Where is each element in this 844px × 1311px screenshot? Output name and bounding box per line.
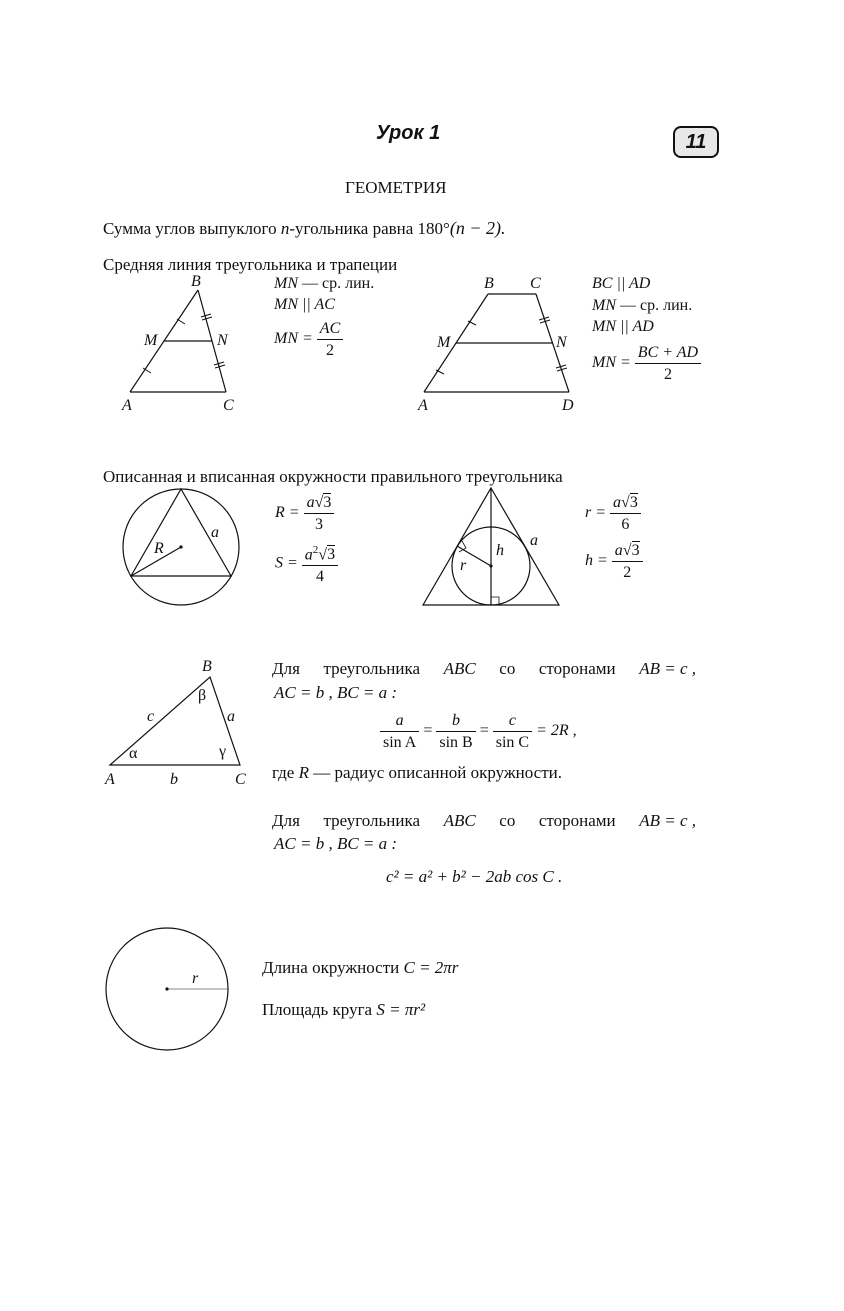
fraction-denominator: sin B (439, 734, 473, 751)
sine-law-footer (272, 763, 562, 783)
sine-law-triangle-diagram (100, 652, 255, 792)
footer-pre: где (272, 763, 295, 782)
polygon-sum-text: Сумма углов выпуклого (103, 219, 277, 238)
label-b: B (202, 658, 212, 675)
fraction-numerator: c (493, 710, 532, 732)
trapezoid-midline-formula (592, 342, 701, 385)
fraction-denominator: sin A (383, 734, 417, 751)
tick-mark (201, 314, 211, 317)
formula-lhs: h = (585, 552, 608, 570)
triangle-mn-text: — ср. лин. (302, 275, 375, 292)
trapezoid-midline-line1 (592, 297, 692, 315)
label-b: B (191, 273, 201, 290)
formula-numerator: $a^2√3$ (302, 540, 338, 566)
circumference-formula: C = 2πr (403, 958, 459, 977)
formula-denominator: 2 (663, 366, 672, 383)
circumference-line (262, 958, 458, 978)
circle-diagram (100, 926, 235, 1056)
height-formula (585, 540, 643, 583)
center-point (179, 545, 182, 548)
polygon-sum-line (103, 218, 505, 239)
inscribed-circle-diagram (418, 485, 568, 610)
formula-numerator: a√3 (610, 492, 641, 514)
formula-lhs: MN = (592, 354, 631, 372)
cosine-law-formula: c² = a² + b² − 2ab cos C . (386, 867, 563, 886)
formula-denominator: 2 (623, 564, 632, 581)
center-point (165, 987, 168, 990)
intro-word: сторонами (538, 659, 616, 678)
label-m: M (144, 332, 158, 349)
label-r: R (154, 540, 164, 557)
triangle-area-formula (275, 540, 338, 587)
label-b-side: b (170, 771, 178, 788)
formula-denominator: 4 (315, 568, 324, 586)
label-a: a (211, 524, 219, 541)
inradius-formula (585, 492, 641, 535)
polygon-sum-formula: (n − 2). (449, 218, 506, 238)
formula-numerator: a√3 (304, 492, 335, 514)
footer-text: — радиус описанной окружности. (313, 763, 562, 782)
tick-mark (202, 317, 212, 320)
formula-lhs: MN = (274, 330, 313, 348)
tick-mark (215, 365, 225, 368)
trapezoid-midline-line2: MN || AD (592, 318, 654, 335)
sine-law-formula: $\frac{a}{\text{sin A}}$ = $\frac{b}{\text{sin B}}$ = $\frac{c}{\text{sin C}}$ = 2R , (380, 710, 577, 753)
label-r: r (192, 970, 199, 987)
trapezoid-parallel: BC || AD (592, 275, 651, 292)
intro-word: сторонами (538, 811, 616, 830)
tick-mark (177, 319, 185, 324)
section-title: ГЕОМЕТРИЯ (345, 178, 447, 197)
label-a: A (418, 397, 428, 414)
triangle-midline-formula (274, 318, 343, 361)
intro-word: ABC (443, 659, 476, 678)
label-a: a (530, 532, 538, 549)
area-line (262, 1000, 425, 1020)
formula-denominator: 3 (314, 516, 323, 533)
label-r: r (460, 557, 467, 574)
page-number-badge: 11 (673, 126, 719, 158)
formula-numerator: a√3 (612, 540, 643, 562)
fraction-numerator: b (436, 710, 475, 732)
label-a-side: a (227, 708, 235, 725)
triangle-mn-var: MN (274, 275, 298, 292)
area-formula: S = πr² (376, 1000, 426, 1019)
circumscribed-circle-diagram (118, 485, 248, 615)
label-gamma: γ (219, 743, 227, 760)
label-d: D (562, 397, 574, 414)
footer-var: R (298, 763, 309, 782)
label-a-vertex: A (105, 771, 115, 788)
intro-word: ABC (443, 811, 476, 830)
label-alpha: α (129, 745, 138, 762)
center-point (489, 564, 492, 567)
cosine-law-intro-line2: AC = b , BC = a : (274, 834, 398, 853)
formula-denominator: 2 (326, 342, 335, 359)
midline-triangle-diagram (110, 270, 250, 420)
triangle-midline-line1 (274, 275, 374, 293)
polygon-sum-var: n (280, 219, 290, 238)
intro-word: треугольника (323, 659, 421, 678)
intro-word: со (499, 811, 516, 830)
sine-law-intro (272, 659, 696, 679)
label-beta: β (198, 687, 207, 704)
intro-word: Для (272, 659, 300, 678)
trapezoid-mn-text: — ср. лин. (620, 297, 693, 314)
midline-heading: Средняя линия треугольника и трапеции (103, 255, 398, 274)
circumference-text: Длина окружности (262, 958, 400, 977)
triangle-midline-line2: MN || AC (274, 296, 335, 313)
polygon-sum-text2: -угольника равна 180° (289, 219, 450, 238)
formula-denominator: 6 (621, 516, 630, 533)
area-text: Площадь круга (262, 1000, 373, 1019)
intro-word: Для (272, 811, 300, 830)
label-c-side: c (147, 708, 155, 725)
formula-numerator: BC + AD (635, 342, 701, 364)
fraction-denominator: sin C (495, 734, 530, 751)
label-m: M (437, 334, 451, 351)
intro-word: треугольника (323, 811, 421, 830)
label-a: A (122, 397, 132, 414)
label-h: h (496, 542, 504, 559)
lesson-title: Урок 1 (376, 122, 441, 144)
formula-lhs: S = (275, 554, 298, 572)
formula-lhs: r = (585, 504, 607, 522)
label-c: C (530, 275, 541, 292)
sine-law-intro-line2: AC = b , BC = a : (274, 683, 398, 702)
cosine-law-intro (272, 811, 696, 831)
label-n: N (217, 332, 228, 349)
label-c: C (223, 397, 234, 414)
intro-word: со (499, 659, 516, 678)
circles-heading: Описанная и вписанная окружности правильного треугольника (103, 467, 563, 486)
label-c-vertex: C (235, 771, 246, 788)
formula-lhs: R = (275, 504, 300, 522)
formula-numerator: AC (317, 318, 343, 340)
fraction-numerator: a (380, 710, 419, 732)
intro-word: AB = c , (639, 659, 696, 678)
formula-result: = 2R , (536, 722, 577, 740)
intro-word: AB = c , (639, 811, 696, 830)
trapezoid-mn-var: MN (592, 297, 616, 314)
midline-trapezoid-diagram (410, 270, 590, 420)
label-n: N (556, 334, 567, 351)
label-b: B (484, 275, 494, 292)
circumradius-formula (275, 492, 334, 535)
